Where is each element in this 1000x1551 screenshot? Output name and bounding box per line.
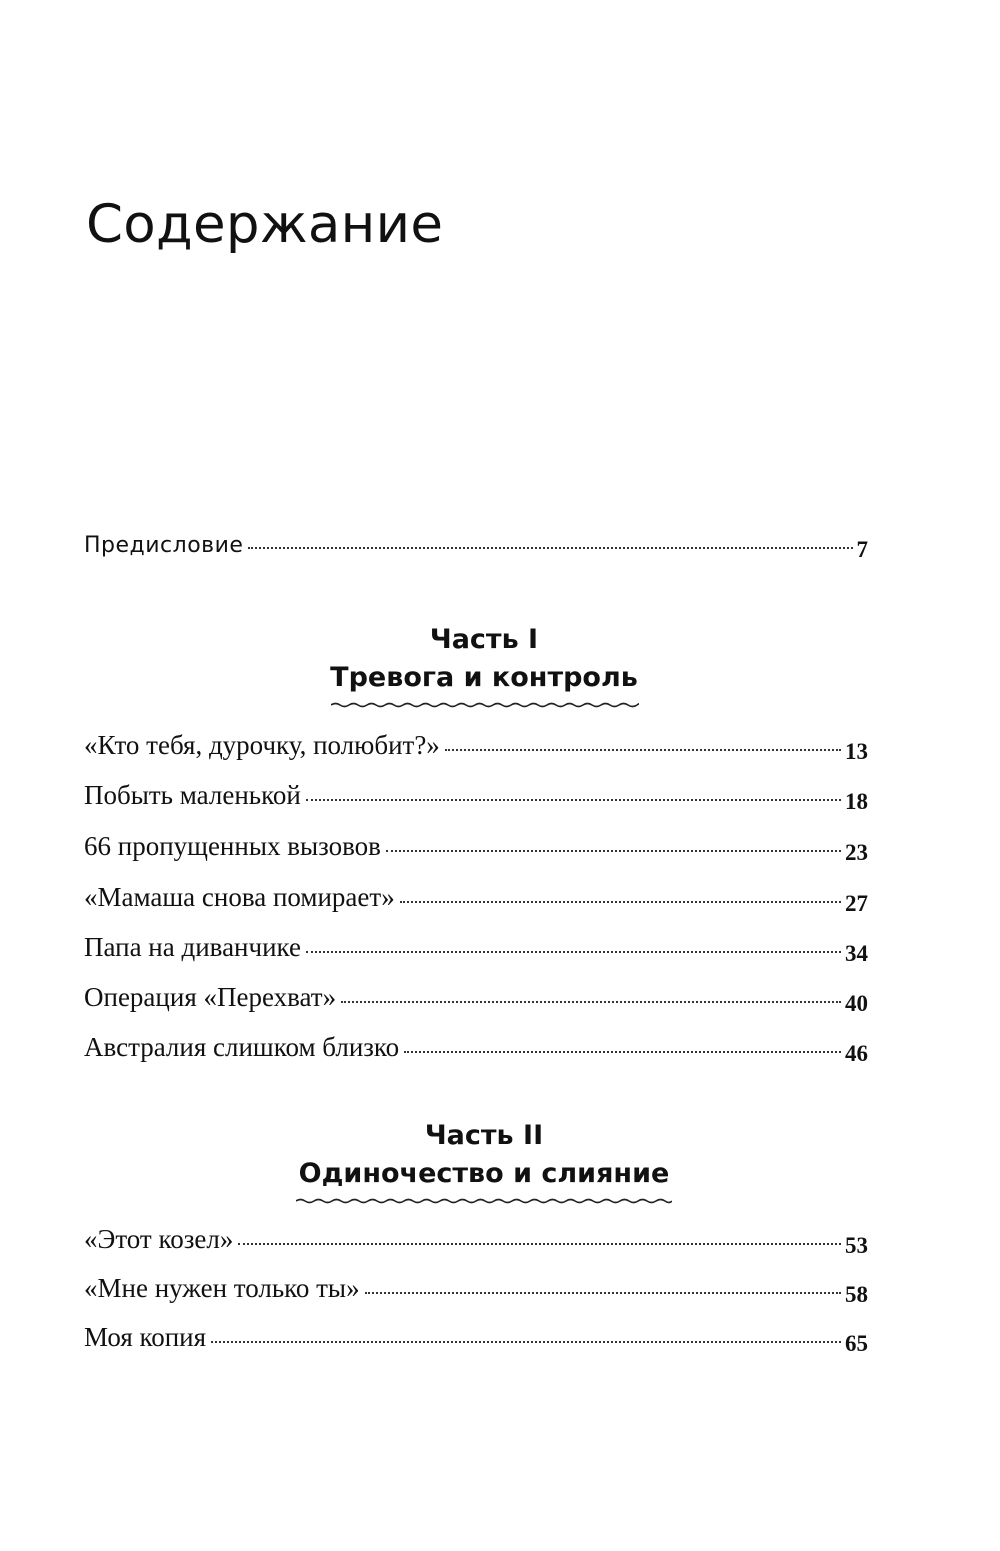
toc-entry-page: 40 <box>845 991 868 1016</box>
toc-entry-title: «Мамаша снова помирает» <box>84 882 395 912</box>
toc-entry-title: Предисловие <box>84 533 244 558</box>
toc-entry[interactable] <box>84 982 868 1022</box>
part-label: Часть I <box>429 624 539 655</box>
dot-leader <box>306 950 841 953</box>
toc-entry-page: 58 <box>845 1282 868 1307</box>
toc-entry-title: 66 пропущенных вызовов <box>84 831 381 861</box>
dot-leader <box>400 900 841 903</box>
toc-entry-title: Побыть маленькой <box>84 780 301 810</box>
wavy-underline-decoration <box>296 1196 672 1206</box>
toc-entry-page: 27 <box>845 891 868 916</box>
toc-entry[interactable] <box>84 780 868 820</box>
dot-leader <box>386 849 841 852</box>
toc-entry[interactable] <box>84 882 868 922</box>
toc-entry-page: 65 <box>845 1331 868 1356</box>
toc-entry-title: Операция «Перехват» <box>84 982 337 1012</box>
toc-entry[interactable] <box>84 1224 868 1264</box>
dot-leader <box>211 1340 841 1343</box>
toc-entry-page: 34 <box>845 941 868 966</box>
part-name: Тревога и контроль <box>330 662 638 693</box>
toc-entry-title: Папа на диванчике <box>84 932 301 962</box>
toc-entry-title: «Мне нужен только ты» <box>84 1273 360 1303</box>
dot-leader <box>365 1291 841 1294</box>
toc-entry-title: «Этот козел» <box>84 1224 234 1254</box>
part-name: Одиночество и слияние <box>298 1158 670 1189</box>
toc-entry-preface[interactable] <box>84 532 868 572</box>
toc-entry[interactable] <box>84 1032 868 1072</box>
part-label: Часть II <box>424 1120 544 1151</box>
toc-entry-title: Австралия слишком близко <box>84 1032 400 1062</box>
page-title: Содержание <box>86 194 444 255</box>
dot-leader <box>248 546 852 549</box>
toc-entry-page: 23 <box>845 840 868 865</box>
wavy-underline-decoration <box>331 700 639 710</box>
toc-entry-page: 46 <box>845 1041 868 1066</box>
toc-entry-page: 7 <box>856 537 868 562</box>
toc-entry[interactable] <box>84 1322 868 1362</box>
toc-entry-page: 53 <box>845 1233 868 1258</box>
dot-leader <box>306 798 841 801</box>
toc-entry[interactable] <box>84 730 868 770</box>
dot-leader <box>445 748 841 751</box>
toc-entry-title: Моя копия <box>84 1322 207 1352</box>
toc-entry[interactable] <box>84 932 868 972</box>
dot-leader <box>238 1242 841 1245</box>
dot-leader <box>404 1050 841 1053</box>
toc-entry[interactable] <box>84 1273 868 1313</box>
toc-entry-page: 18 <box>845 789 868 814</box>
dot-leader <box>341 1000 841 1003</box>
toc-entry[interactable] <box>84 831 868 871</box>
toc-entry-title: «Кто тебя, дурочку, полюбит?» <box>84 730 440 760</box>
toc-entry-page: 13 <box>845 739 868 764</box>
